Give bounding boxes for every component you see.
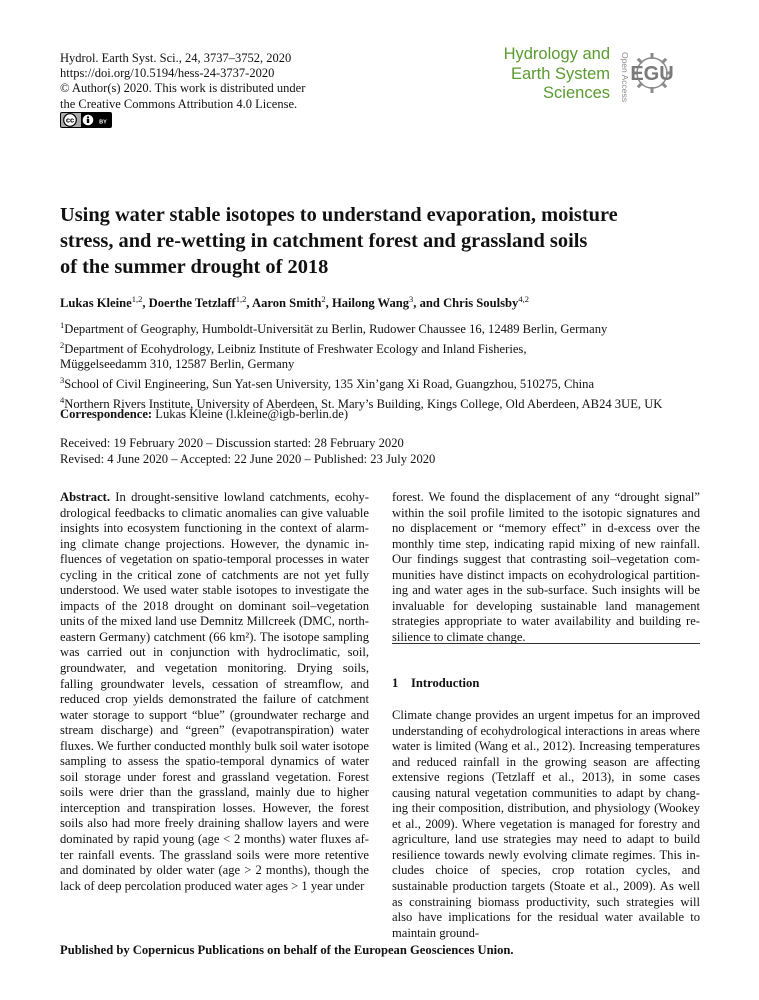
copyright-line: © Author(s) 2020. This work is distributed under (60, 81, 306, 96)
abstract-column-right (392, 490, 700, 645)
doi-link[interactable]: https://doi.org/10.5194/hess-24-3737-2020 (60, 66, 275, 81)
section-heading-introduction (392, 676, 479, 691)
section-divider (392, 643, 700, 644)
author-separator: , (142, 296, 149, 311)
affiliation-number: 4 (60, 394, 65, 405)
abstract-text-part2: forest. We found the displacement of any “drought signal” within the soil profile limited to the isotopic signatures and no displacement or “memory effect” in d-excess over the monthly time step, indicating rapid mixing of new rainfall. Our findings suggest that contrasting soil–vegetation communities have distinct impacts on ecohydrological partitioning and water ages in the sub-surface. Such insights will be invaluable for developing sustainable land management strategies appropriate to water availability and building resilience to climate change. (392, 490, 700, 644)
title-line: stress, and re-wetting in catchment forest and grassland soils (60, 230, 588, 252)
affiliation-number: 2 (60, 339, 65, 350)
open-access-label (612, 46, 630, 108)
section-title: Introduction (411, 676, 480, 690)
cc-badge-left-text: cc (65, 115, 75, 125)
affiliation-text: Northern Rivers Institute, University of Aberdeen, St. Mary’s Building, Kings College, Old Aberdeen, AB24 3UE, UK (64, 396, 663, 411)
egu-logo (630, 43, 702, 103)
dates-line: Revised: 4 June 2020 – Accepted: 22 June 2020 – Published: 23 July 2020 (60, 451, 436, 466)
cc-by-license-icon[interactable] (60, 112, 112, 128)
author-name: Doerthe Tetzlaff (148, 296, 236, 311)
affiliation (60, 338, 710, 358)
author-affiliation-marker: 4,2 (518, 294, 529, 304)
journal-name (470, 45, 610, 104)
affiliation-text: Department of Ecohydrology, Leibniz Institute of Freshwater Ecology and Inland Fisheries, (64, 341, 527, 356)
author-name: Chris Soulsby (443, 296, 519, 311)
affiliation-list (60, 318, 710, 412)
correspondence-contact[interactable]: Lukas Kleine (l.kleine@igb-berlin.de) (155, 407, 349, 421)
affiliation-text: School of Civil Engineering, Sun Yat-sen University, 135 Xin’gang Xi Road, Guangzhou, 510275, China (64, 377, 595, 392)
correspondence-label: Correspondence: (60, 407, 153, 421)
author-name: Aaron Smith (251, 296, 322, 311)
journal-citation: Hydrol. Earth Syst. Sci., 24, 3737–3752, 2020 (60, 51, 292, 65)
author-name: Hailong Wang (331, 296, 410, 311)
journal-name-line: Earth System (510, 64, 610, 83)
author-affiliation-marker: 2 (321, 294, 326, 304)
abstract-label: Abstract. (60, 490, 111, 504)
affiliation-text: Department of Geography, Humboldt-Universität zu Berlin, Rudower Chaussee 16, 12489 Berlin, Germany (64, 322, 608, 337)
title-line: Using water stable isotopes to understand evaporation, moisture (60, 204, 618, 226)
correspondence (60, 407, 348, 422)
open-access-text: Open Access (620, 51, 630, 103)
author-affiliation-marker: 3 (409, 294, 414, 304)
egu-logo-text: EGU (630, 63, 674, 85)
affiliation (60, 318, 710, 338)
author-affiliation-marker: 1,2 (131, 294, 143, 304)
title-line: of the summer drought of 2018 (60, 256, 329, 278)
affiliation (60, 373, 710, 393)
author-affiliation-marker: 1,2 (235, 294, 247, 304)
author-separator: , (246, 296, 252, 311)
affiliation-number: 3 (60, 374, 65, 385)
dates-line: Received: 19 February 2020 – Discussion started: 28 February 2020 (60, 436, 404, 450)
section-number: 1 (392, 676, 399, 690)
affiliation-continuation: Müggelseedamm 310, 12587 Berlin, Germany (60, 357, 295, 372)
abstract-text-part1: In drought-sensitive lowland catchments, ecohydrological feedbacks to climatic anomalies can give valuable insights into ecosystem functioning in the context of alarming climate change projections. However, the dynamic influences of vegetation on spatio-temporal processes in water cycling in the critical zone of catchments are not yet fully understood. We used water stable isotopes to investigate the impacts of the 2018 drought on dominant soil–vegetation units of the mixed land use Demnitz Millcreek (DMC, north-eastern Germany) catchment (66 km²). The isotope sampling was carried out in conjunction with hydroclimatic, soil, groundwater, and vegetation monitoring. Drying soils, falling groundwater levels, cessation of streamflow, and reduced crop yields demonstrated the failure of catchment water storage to support “blue” (groundwater recharge and stream discharge) and “green” (evapotranspiration) water fluxes. We further conducted monthly bulk soil water isotope sampling to assess the spatio-temporal dynamics of water soil storage under forest and grassland vegetation. Forest soils were drier than the grassland, mainly due to higher interception and transpiration losses. However, the forest soils also had more freely draining shallow layers and were dominated by rapid young (age < 2 months) water fluxes after rainfall events. The grassland soils were more retentive and dominated by older water (age > 2 months), though the lack of deep percolation produced water ages > 1 year under (60, 490, 369, 893)
journal-name-line: Hydrology and (503, 45, 610, 63)
license-line: the Creative Commons Attribution 4.0 License. (60, 96, 298, 111)
article-title (60, 202, 710, 280)
affiliation-number: 1 (60, 320, 65, 330)
author-separator: , and (413, 296, 444, 311)
introduction-text: Climate change provides an urgent impetus for an improved understanding of ecohydrological interactions in areas where water is limited (Wang et al., 2012). Increasing temperatures and reduced rainfall in the growing season are affecting extensive regions (Tetzlaff et al., 2013), in some cases causing natural vegetation communities to adapt by changing their composition, distribution, and physiology (Wookey et al., 2009). Where vegetation is managed for forestry and agriculture, land use strategies may need to adapt to build resilience towards newly evolving climate regimes. This includes choice of species, crop rotation cycles, and sustainable production targets (Stoate et al., 2009). As well as constraining biomass productivity, such strategies will also have implications for the residual water available to maintain ground- (392, 708, 700, 940)
citation-block (60, 51, 305, 112)
cc-badge-right-text: BY (99, 119, 107, 126)
author-list (60, 294, 710, 311)
journal-name-line: Sciences (543, 84, 610, 102)
publisher-footer: Published by Copernicus Publications on behalf of the European Geosciences Union. (60, 943, 514, 957)
author-name: Lukas Kleine (60, 296, 132, 311)
abstract-column-left (60, 490, 369, 894)
publication-dates (60, 436, 435, 467)
author-separator: , (325, 296, 332, 311)
